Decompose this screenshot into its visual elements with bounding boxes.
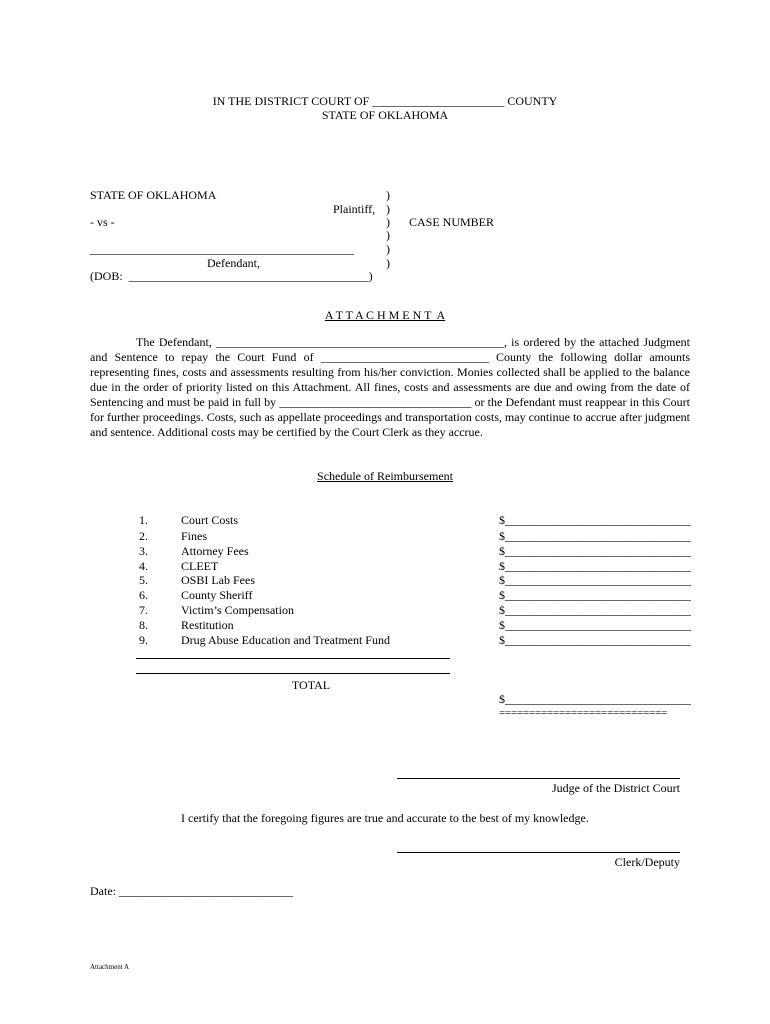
defendant-name-line: ____________________________________________ [90,242,354,256]
schedule-item-number: 8. [139,618,148,632]
case-number-label: CASE NUMBER [409,215,495,229]
schedule-item-label: County Sheriff [181,588,253,602]
footer-label: Attachment A [90,963,130,971]
schedule-row [136,588,536,603]
caption-paren: ) [386,215,390,229]
date-field: Date: _____________________________ [90,884,293,898]
defendant-label: Defendant, [207,256,260,270]
plaintiff-label: Plaintiff, [333,202,376,216]
schedule-item-amount: $_______________________________ [499,603,691,617]
schedule-item-number: 2. [139,529,148,543]
schedule-item-amount: $_______________________________ [499,633,691,647]
clerk-label: Clerk/Deputy [614,855,680,869]
court-header-line2: STATE OF OKLAHOMA [321,108,449,122]
attachment-title: A T T A C H M E N T A [324,308,446,322]
schedule-item-amount: $_______________________________ [499,573,691,587]
schedule-row [136,529,536,544]
versus-text: - vs - [90,215,115,229]
schedule-item-number: 6. [139,588,148,602]
clerk-signature-line [397,852,680,853]
total-amount: $_______________________________ [499,692,691,706]
judge-label: Judge of the District Court [552,781,680,795]
schedule-row [136,544,536,559]
court-header-line1: IN THE DISTRICT COURT OF ______________________ COUNTY [212,94,558,108]
schedule-item-label: CLEET [181,559,219,573]
schedule-row [136,633,536,648]
plaintiff-name: STATE OF OKLAHOMA [90,188,217,202]
defendant-dob: (DOB: ________________________________________) [90,269,373,283]
blank-item-line [136,658,450,659]
schedule-row [136,573,536,588]
schedule-row [136,559,536,574]
schedule-item-amount: $_______________________________ [499,588,691,602]
order-paragraph-text: The Defendant, ________________________________________________, is ordered by the attached Judgment and Sentence to repay the Court Fund of ____________________________ County the following dollar amounts representing fines, costs and assessments resulting from his/her conviction. Monies collected shall be applied to the balance due in the order of priority listed on this Attachment. All fines, costs and assessments are due and owing from the date of Sentencing and must be paid in full by ________________________________ or the Defendant must reappear in this Court for further proceedings. Costs, such as appellate proceedings and transportation costs, may continue to accrue after judgment and sentence. Additional costs may be certified by the Court Clerk as they accrue. [90,335,690,439]
total-double-rule: ============================ [499,707,668,719]
schedule-item-label: OSBI Lab Fees [181,573,255,587]
schedule-item-label: Attorney Fees [181,544,249,558]
schedule-item-amount: $_______________________________ [499,513,691,527]
blank-item-line [136,673,450,674]
schedule-item-amount: $_______________________________ [499,529,691,543]
schedule-item-number: 9. [139,633,148,647]
schedule-item-label: Fines [181,529,208,543]
schedule-item-number: 7. [139,603,148,617]
schedule-row [136,618,536,633]
caption-paren: ) [386,202,390,216]
schedule-item-amount: $_______________________________ [499,559,691,573]
schedule-item-label: Victim’s Compensation [181,603,294,617]
schedule-item-number: 4. [139,559,148,573]
total-label: TOTAL [291,678,331,692]
order-paragraph [90,335,690,440]
certify-statement: I certify that the foregoing figures are true and accurate to the best of my knowledge. [181,811,589,825]
schedule-row [136,603,536,618]
schedule-item-number: 3. [139,544,148,558]
schedule-item-number: 5. [139,573,148,587]
schedule-row [136,513,536,528]
schedule-item-label: Court Costs [181,513,239,527]
schedule-item-label: Drug Abuse Education and Treatment Fund [181,633,390,647]
caption-paren: ) [386,188,390,202]
schedule-item-amount: $_______________________________ [499,618,691,632]
schedule-item-number: 1. [139,513,148,527]
caption-paren: ) [386,228,390,242]
judge-signature-line [397,778,680,779]
caption-paren: ) [386,256,390,270]
schedule-title: Schedule of Reimbursement [317,469,453,483]
schedule-item-label: Restitution [181,618,234,632]
schedule-item-amount: $_______________________________ [499,544,691,558]
caption-paren: ) [386,242,390,256]
